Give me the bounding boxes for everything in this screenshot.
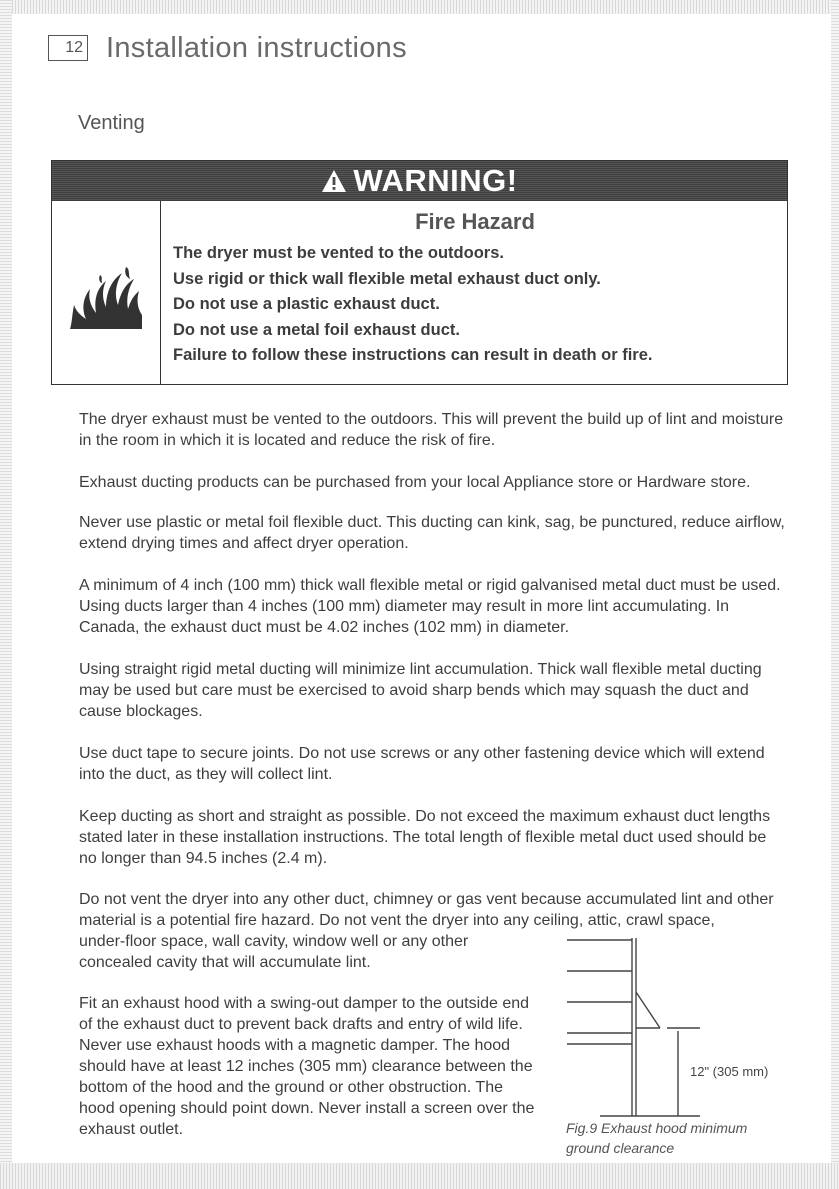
warning-lines <box>173 241 777 369</box>
section-heading: Venting <box>78 112 145 134</box>
scan-edge-bottom <box>0 1163 839 1189</box>
warning-line: Use rigid or thick wall flexible metal exhaust duct only. <box>173 269 601 288</box>
warning-line: Do not use a plastic exhaust duct. <box>173 295 440 313</box>
warning-triangle-icon <box>321 168 347 194</box>
paragraph: Do not vent the dryer into any other duct, chimney or gas vent because accumulated lint and other material is a potential fire hazard. Do not vent the dryer into any ceiling, attic, crawl space, <box>79 891 774 929</box>
fire-icon <box>66 253 146 333</box>
warning-text <box>161 201 787 384</box>
figure-caption: Fig.9 Exhaust hood minimum ground clearance <box>566 1120 748 1156</box>
paragraph: Keep ducting as short and straight as possible. Do not exceed the maximum exhaust duct lengths stated later in these installation instructions. The total length of flexible metal duct used should be no longer than 94.5 inches (2.4 m). <box>79 808 771 867</box>
paragraph: A minimum of 4 inch (100 mm) thick wall flexible metal or rigid galvanised metal duct must be used. Using ducts larger than 4 inches (100 mm) diameter may result in more lint accumulating. In Canada, the exhaust duct must be 4.02 inches (102 mm) in diameter. <box>79 577 781 636</box>
warning-banner <box>52 161 787 201</box>
page-number: 12 <box>48 35 88 61</box>
paragraph: The dryer exhaust must be vented to the outdoors. This will prevent the build up of lint and moisture in the room in which it is located and reduce the risk of fire. <box>79 411 784 449</box>
fire-cell <box>52 201 161 384</box>
paragraph: Using straight rigid metal ducting will minimize lint accumulation. Thick wall flexible metal ducting may be used but care must be exercised to avoid sharp bends which may squash the duct and cause blockages. <box>79 661 762 720</box>
scan-edge-right <box>831 0 839 1189</box>
warning-line: Do not use a metal foil exhaust duct. <box>173 320 460 339</box>
figure-dimension-label: 12" (305 mm) <box>690 1064 769 1079</box>
warning-line: The dryer must be vented to the outdoors. <box>173 244 504 262</box>
page-title: Installation instructions <box>106 31 407 64</box>
paragraph: Fit an exhaust hood with a swing-out damper to the outside end of the exhaust duct to prevent back drafts and entry of wild life. Never use exhaust hoods with a magnetic damper. The hood should have at least 12 inches (305 mm) clearance between the bottom of the hood and the ground or other obstruction. The hood opening should point down. Never install a screen over the exhaust outlet. <box>79 995 535 1138</box>
page-header <box>48 28 407 68</box>
warning-box <box>51 160 788 385</box>
warning-body <box>52 201 787 384</box>
paragraph: Exhaust ducting products can be purchased from your local Appliance store or Hardware store. <box>79 474 751 491</box>
warning-banner-text: WARNING! <box>353 163 518 198</box>
paragraph: Use duct tape to secure joints. Do not use screws or any other fastening device which will extend into the duct, as they will collect lint. <box>79 745 765 783</box>
paragraph: under-floor space, wall cavity, window well or any other concealed cavity that will accumulate lint. <box>79 933 469 971</box>
hazard-title: Fire Hazard <box>415 209 535 234</box>
scan-edge-top <box>0 0 839 14</box>
paragraph: Never use plastic or metal foil flexible duct. This ducting can kink, sag, be punctured, reduce airflow, extend drying times and affect dryer operation. <box>79 514 785 552</box>
warning-line: Failure to follow these instructions can result in death or fire. <box>173 346 653 364</box>
scan-edge-left <box>0 0 12 1189</box>
